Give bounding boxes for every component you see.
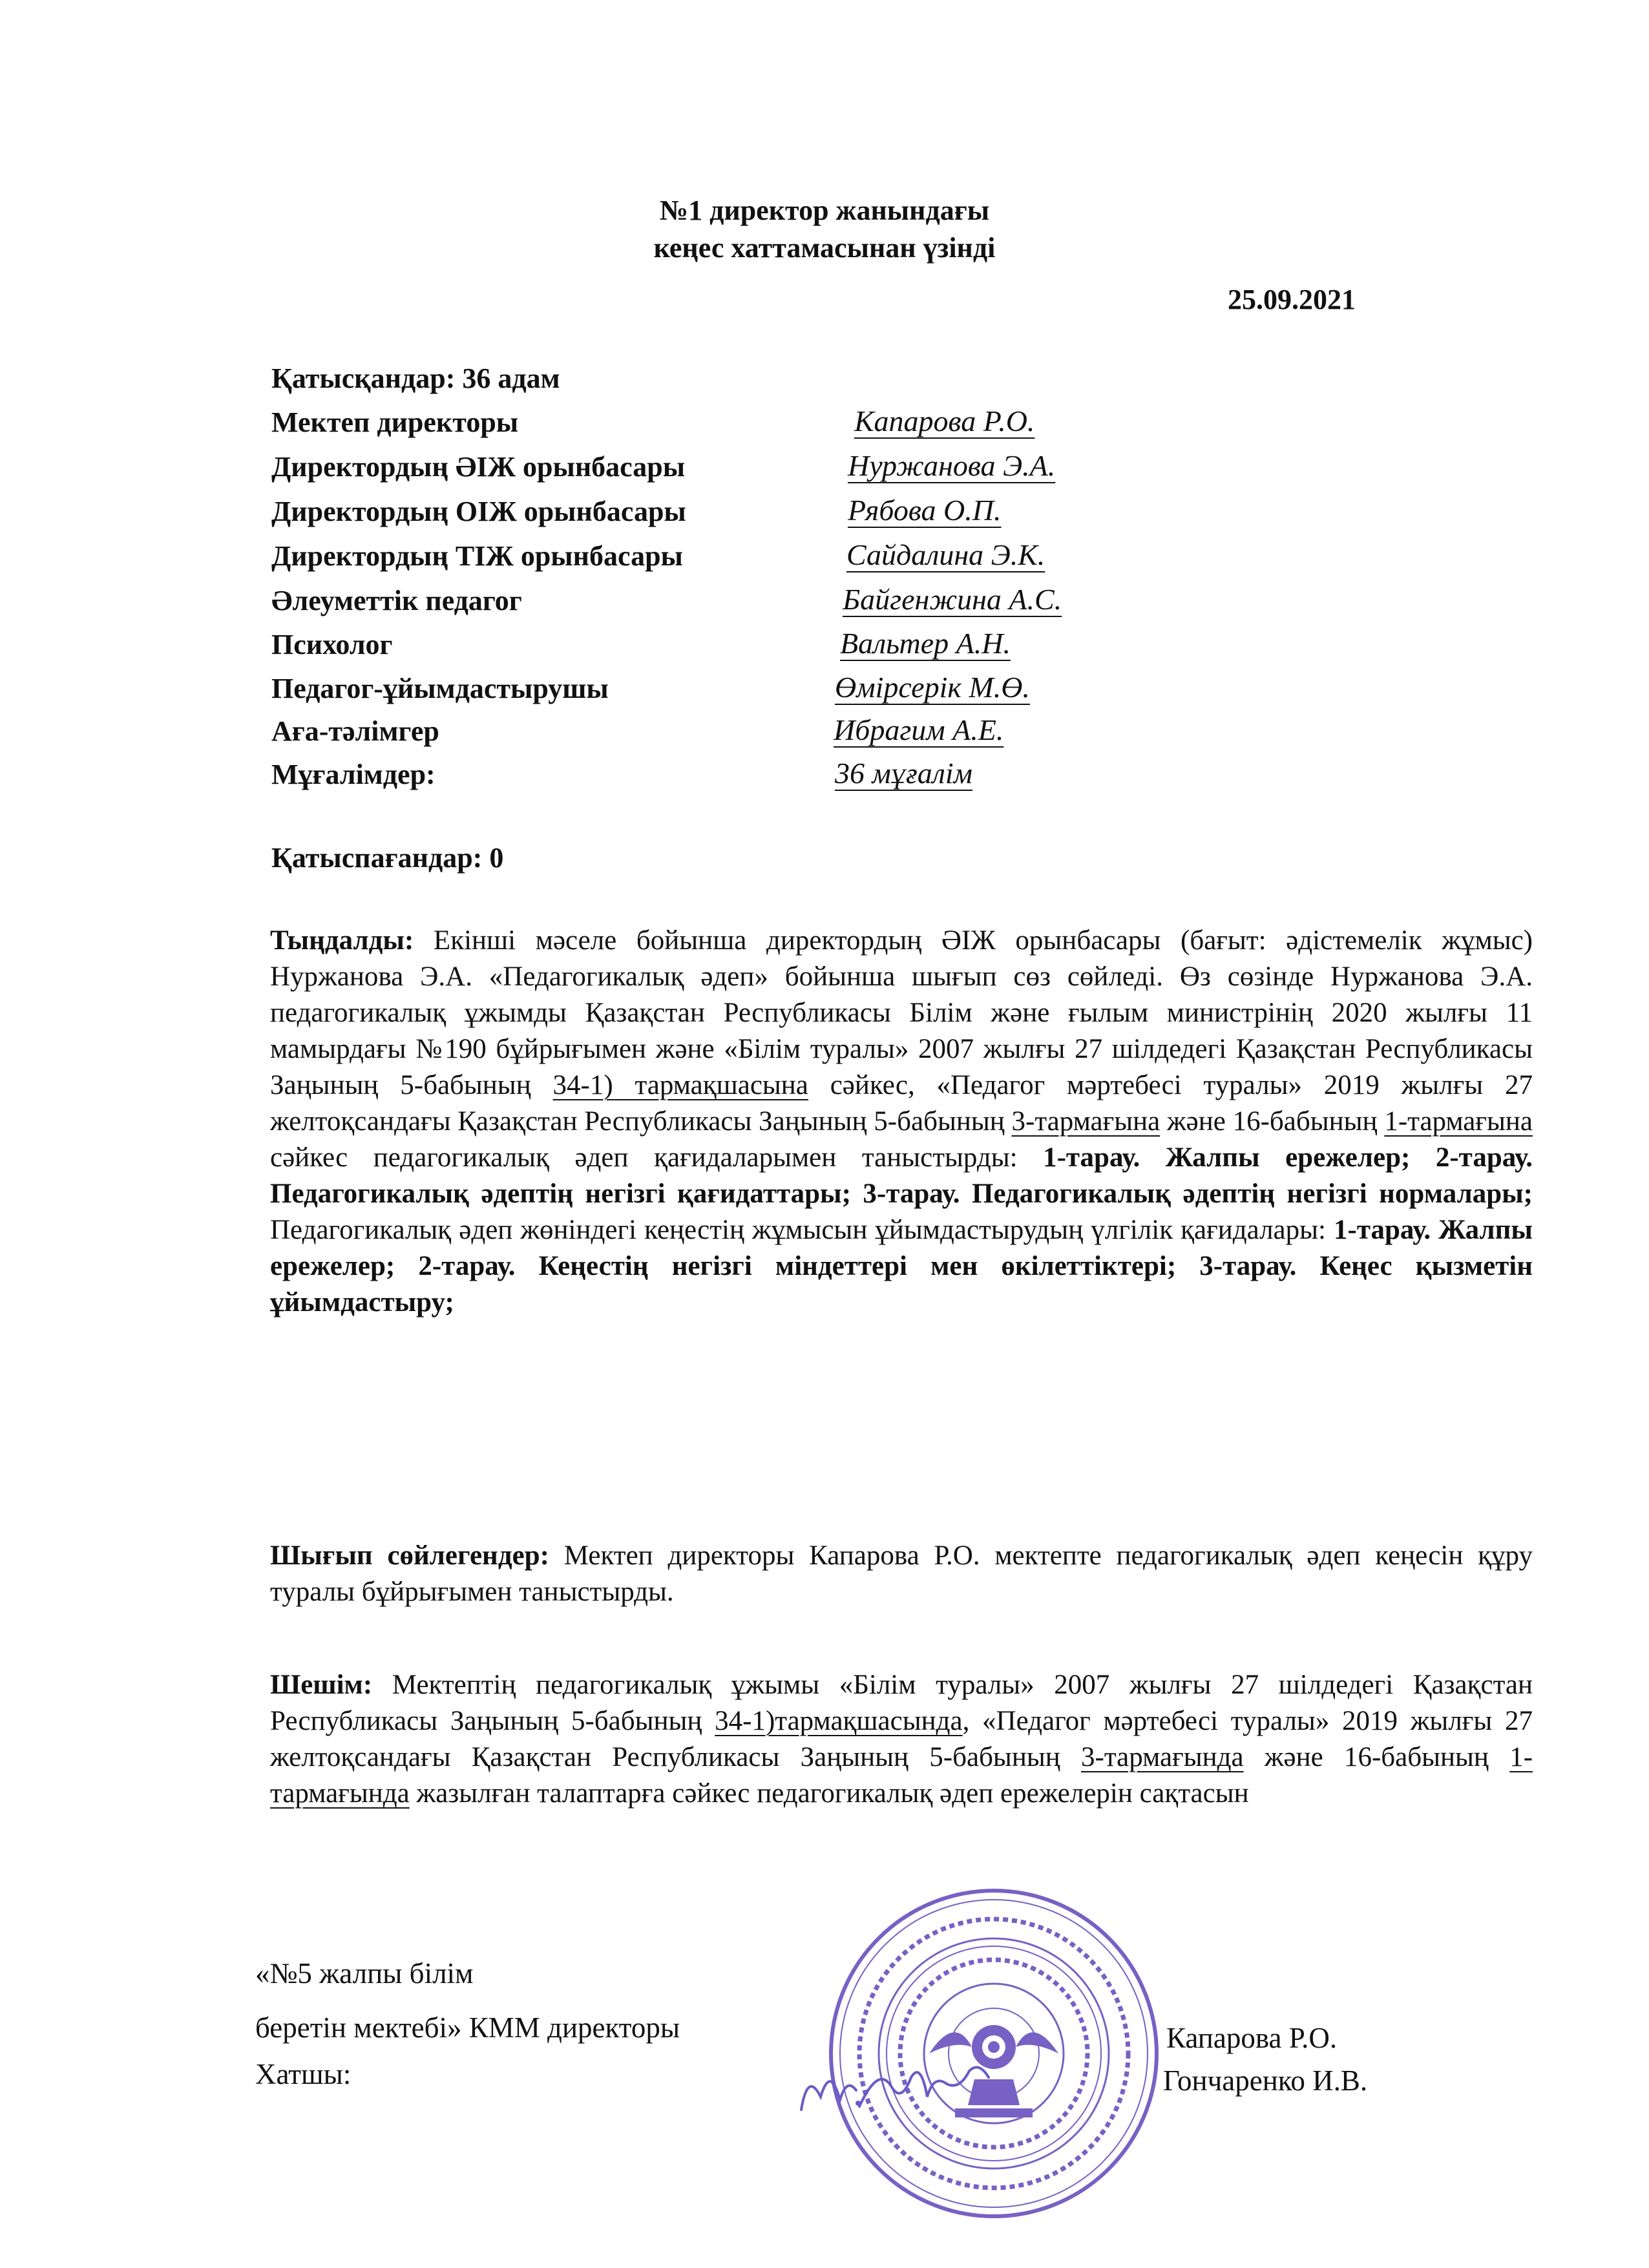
- heard-link-2: 3-тармағына: [1011, 1106, 1161, 1137]
- org-name-line-2: беретін мектебі» КММ директоры: [255, 2011, 680, 2044]
- name-deputy-academic: Рябова О.П.: [848, 494, 1002, 527]
- heard-text-4: сәйкес педагогикалық әдеп қағидаларымен таныстырды:: [270, 1142, 1044, 1173]
- decision-label: Шешім:: [270, 1670, 373, 1700]
- role-director: Мектеп директоры: [271, 406, 519, 438]
- decision-text-1: Мектептің педагогикалық ұжымы «Білім туралы» 2007 жылғы 27 шілдедегі Қазақстан Республикасы Заңының 5-бабының: [270, 1670, 1533, 1736]
- heard-text-3: және 16-бабының: [1160, 1106, 1385, 1137]
- name-director: Капарова Р.О.: [854, 404, 1035, 437]
- role-teachers: Мұғалімдер:: [271, 759, 436, 790]
- heard-text-5: Педагогикалық әдеп жөніндегі кеңестің жұмысын ұйымдастырудың үлгілік қағидалары:: [270, 1215, 1334, 1245]
- heard-bold-2: 1-тарау. Жалпы ережелер; 2-тарау. Кеңестің негізгі міндеттері мен өкілеттіктері; 3-тарау. Кеңес қызметін ұйымдастыру;: [270, 1215, 1533, 1318]
- speakers-text: Мектеп директоры Капарова Р.О. мектепте педагогикалық әдеп кеңесін құру туралы бұйрығымен таныстырды.: [270, 1540, 1533, 1607]
- director-name: Капарова Р.О.: [1166, 2022, 1338, 2054]
- heard-text-1: Екінші мәселе бойынша директордың ӘІЖ орынбасары (бағыт: әдістемелік жұмыс) Нуржанова Э.А. «Педагогикалық әдеп» бойынша шығып сөз сөйледі. Өз сөзінде Нуржанова Э.А. педагогикалық ұжымды Қазақстан Республикасы Білім және ғылым министрінің 2020 жылғы 11 мамырдағы №190 бұйрығымен және «Білім туралы» 2007 жылғы 27 шілдедегі Қазақстан Республикасы Заңының 5-бабының: [270, 925, 1533, 1100]
- heard-text-2: сәйкес, «Педагог мәртебесі туралы» 2019 жылғы 27 желтоқсандағы Қазақстан Республикасы Заңының 5-бабының: [270, 1070, 1533, 1137]
- role-organizer: Педагог-ұйымдастырушы: [271, 673, 609, 704]
- org-name-line-1: «№5 жалпы білім: [255, 1957, 474, 1990]
- name-deputy-educational: Нуржанова Э.А.: [848, 449, 1056, 482]
- document-date: 25.09.2021: [1228, 284, 1356, 315]
- name-senior-mentor: Ибрагим А.Е.: [834, 713, 1004, 746]
- decision-link-2: 3-тармағында: [1081, 1742, 1244, 1772]
- name-teachers: 36 мұғалім: [835, 757, 972, 790]
- heard-paragraph: [270, 923, 1533, 1321]
- name-organizer: Өмірсерік М.Ө.: [835, 671, 1030, 704]
- heard-label: Тыңдалды:: [270, 925, 414, 956]
- decision-link-1: 34-1)тармақшасында: [715, 1706, 963, 1736]
- role-deputy-upbringing: Директордың ТІЖ орынбасары: [271, 540, 683, 572]
- heard-bold-1: 1-тарау. Жалпы ережелер; 2-тарау. Педагогикалық әдептің негізгі қағидаттары; 3-тарау. Педагогикалық әдептің негізгі нормалары;: [270, 1142, 1533, 1209]
- secretary-label: Хатшы:: [255, 2058, 352, 2090]
- speakers-label: Шығып сөйлегендер:: [270, 1540, 549, 1571]
- name-deputy-upbringing: Сайдалина Э.К.: [846, 538, 1045, 571]
- decision-paragraph: [270, 1667, 1533, 1812]
- speakers-paragraph: [270, 1538, 1533, 1610]
- decision-link-3: 1-тармағында: [270, 1742, 1533, 1809]
- role-social-pedagogue: Әлеуметтік педагог: [271, 585, 522, 616]
- role-deputy-academic: Директордың ОІЖ орынбасары: [271, 496, 686, 527]
- heard-link-1: 34-1) тармақшасына: [552, 1070, 808, 1100]
- attendance-absent: Қатыспағандар: 0: [271, 842, 504, 874]
- name-social-pedagogue: Байгенжина А.С.: [843, 583, 1062, 616]
- role-psychologist: Психолог: [271, 629, 393, 660]
- decision-text-2: , «Педагог мәртебесі туралы» 2019 жылғы 27 желтоқсандағы Қазақстан Республикасы Заңының 5-бабының: [270, 1706, 1533, 1772]
- role-senior-mentor: Аға-тәлімгер: [271, 715, 439, 747]
- attendance-present: Қатысқандар: 36 адам: [271, 362, 560, 394]
- role-deputy-educational: Директордың ӘІЖ орынбасары: [271, 451, 686, 483]
- title-line-1: №1 директор жанындағы: [659, 194, 990, 226]
- decision-text-4: жазылған талаптарға сәйкес педагогикалық әдеп ережелерін сақтасын: [409, 1778, 1249, 1809]
- decision-text-3: және 16-бабының: [1243, 1742, 1510, 1772]
- heard-link-3: 1-тармағына: [1384, 1106, 1533, 1137]
- secretary-name: Гончаренко И.В.: [1163, 2064, 1368, 2097]
- signature: [795, 2052, 995, 2123]
- title-line-2: кеңес хаттамасынан үзінді: [653, 232, 996, 264]
- name-psychologist: Вальтер А.Н.: [840, 627, 1011, 660]
